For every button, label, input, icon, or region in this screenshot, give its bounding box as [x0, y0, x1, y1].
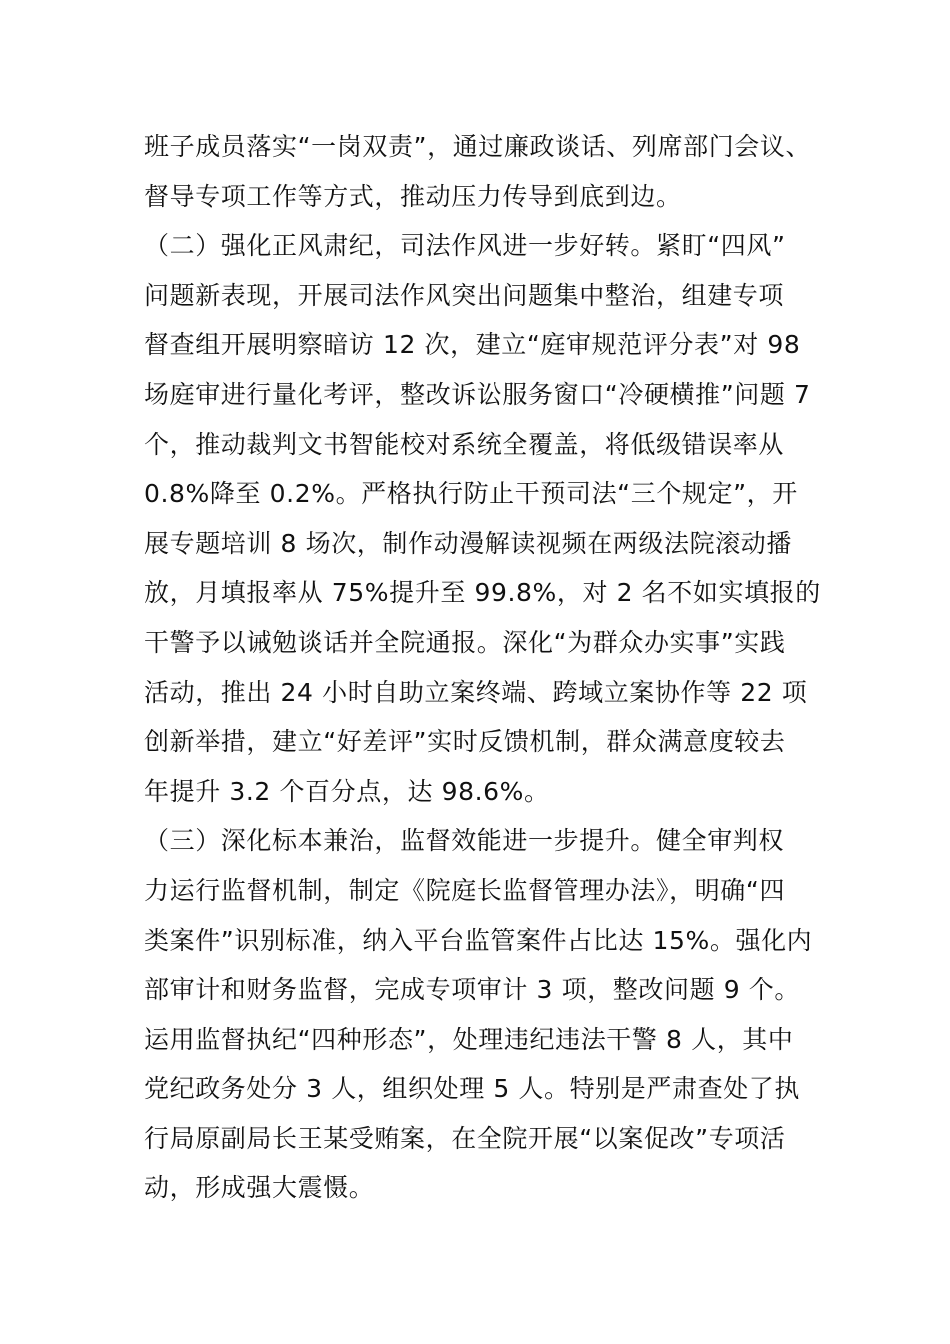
text-line: 0.8%降至 0.2%。严格执行防止干预司法“三个规定”，开 — [144, 479, 798, 509]
text-line: 活动，推出 24 小时自助立案终端、跨域立案协作等 22 项 — [144, 677, 808, 707]
text-line: 督查组开展明察暗访 12 次，建立“庭审规范评分表”对 98 — [144, 330, 801, 360]
text-line: 运用监督执纪“四种形态”，处理违纪违法干警 8 人，其中 — [144, 1024, 794, 1054]
text-line: 个，推动裁判文书智能校对系统全覆盖，将低级错误率从 — [144, 429, 785, 459]
text-line: 创新举措，建立“好差评”实时反馈机制，群众满意度较去 — [144, 727, 786, 757]
text-line: 党纪政务处分 3 人，组织处理 5 人。特别是严肃查处了执 — [144, 1074, 801, 1104]
body-text — [144, 122, 824, 1213]
text-line: 问题新表现，开展司法作风突出问题集中整治，组建专项 — [144, 280, 785, 310]
text-line: 督导专项工作等方式，推动压力传导到底到边。 — [144, 181, 682, 211]
section-heading-line: （三）深化标本兼治，监督效能进一步提升。健全审判权 — [144, 826, 785, 856]
text-line: 放，月填报率从 75%提升至 99.8%，对 2 名不如实填报的 — [144, 578, 821, 608]
text-line: 类案件”识别标准，纳入平台监管案件占比达 15%。强化内 — [144, 925, 813, 955]
text-line: 年提升 3.2 个百分点，达 98.6%。 — [144, 776, 550, 806]
text-line: 展专题培训 8 场次，制作动漫解读视频在两级法院滚动播 — [144, 528, 793, 558]
text-line: 行局原副局长王某受贿案，在全院开展“以案促改”专项活 — [144, 1123, 786, 1153]
text-line: 动，形成强大震慑。 — [144, 1173, 375, 1203]
text-line: 班子成员落实“一岗双责”，通过廉政谈话、列席部门会议、 — [144, 132, 812, 161]
text-line: 力运行监督机制，制定《院庭长监督管理办法》，明确“四 — [144, 875, 786, 905]
text-line: 场庭审进行量化考评，整改诉讼服务窗口“冷硬横推”问题 7 — [144, 379, 811, 409]
section-heading-line: （二）强化正风肃纪，司法作风进一步好转。紧盯“四风” — [144, 231, 786, 261]
text-line: 干警予以诫勉谈话并全院通报。深化“为群众办实事”实践 — [144, 627, 786, 657]
text-line: 部审计和财务监督，完成专项审计 3 项，整改问题 9 个。 — [144, 975, 801, 1005]
